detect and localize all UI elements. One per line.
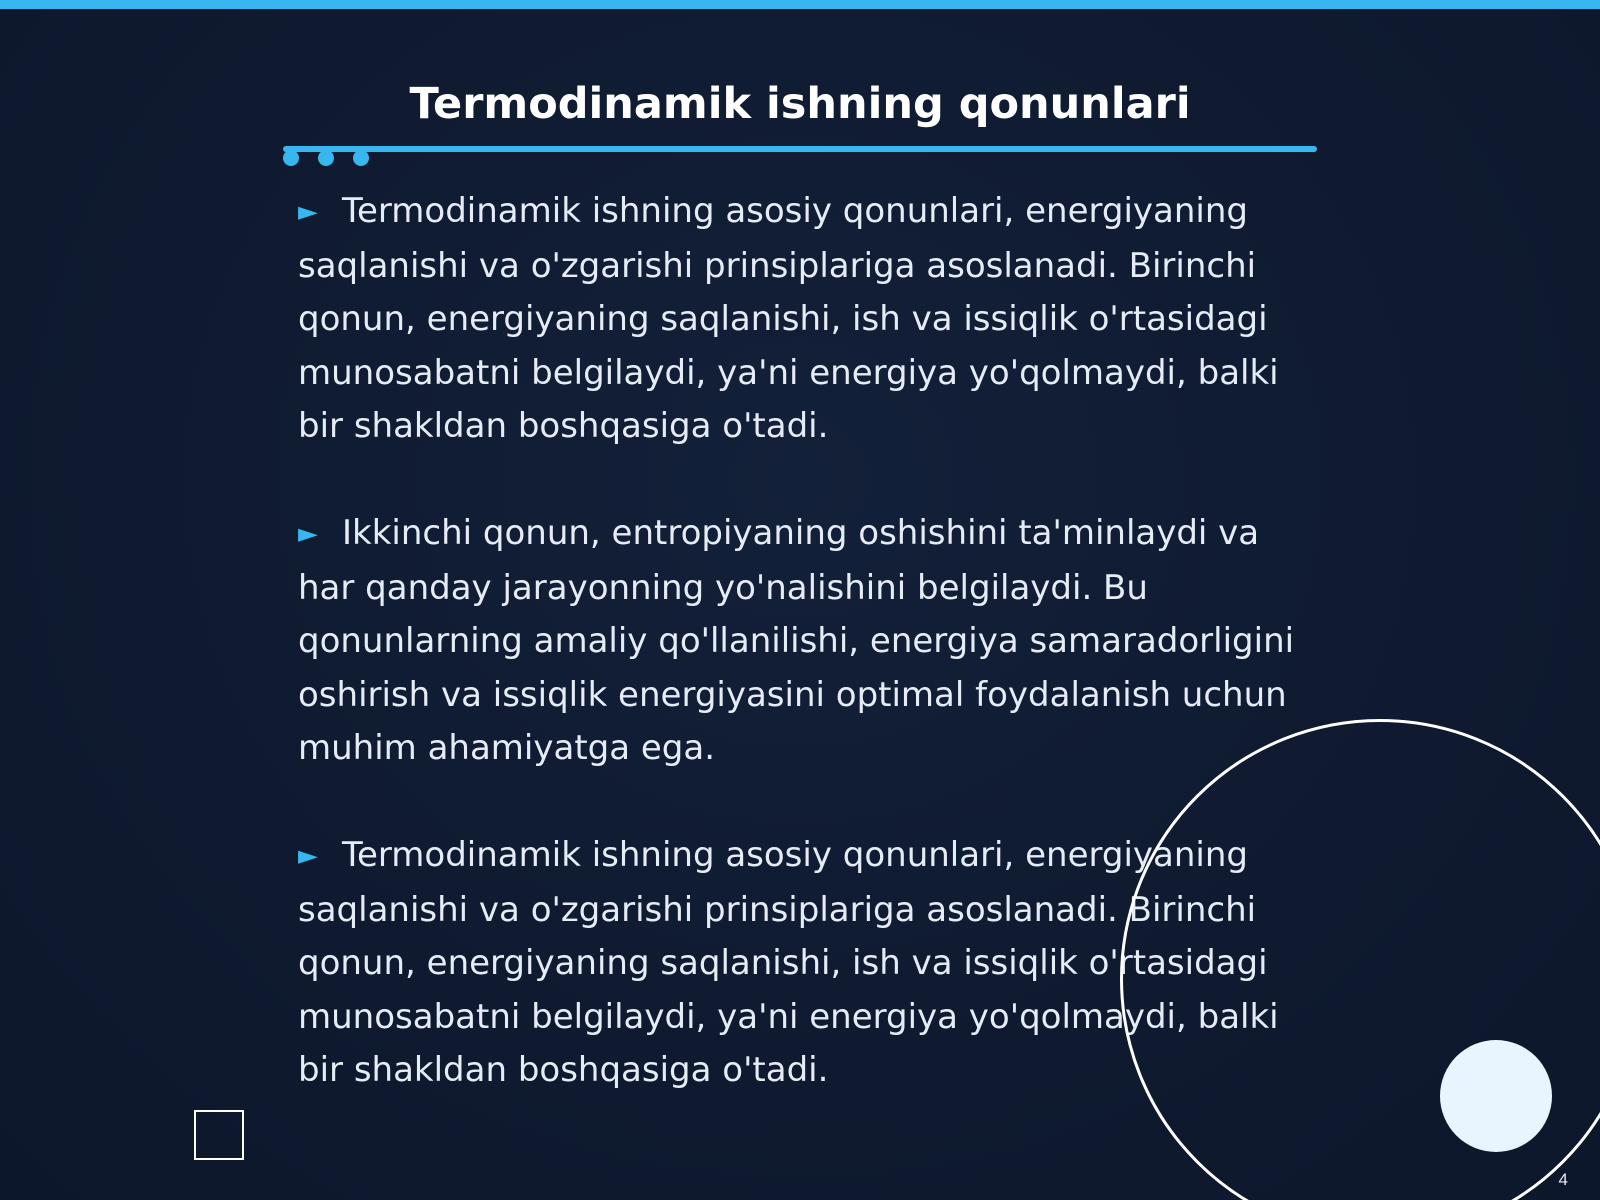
decorative-dot	[318, 150, 334, 166]
decorative-circle-filled	[1440, 1040, 1552, 1152]
slide-title: Termodinamik ishning qonunlari	[409, 79, 1191, 129]
title-underline	[283, 146, 1317, 152]
bullet-text: Ikkinchi qonun, entropiyaning oshishini ta'minlaydi va har qanday jarayonning yo'nalishini belgilaydi. Bu qonunlarning amaliy qo'llanilishi, energiya samaradorligini oshirish va issiqlik energiyasini optimal foydalanish uchun muhim ahamiyatga ega.	[298, 513, 1295, 768]
triangle-bullet-icon: ►	[298, 519, 318, 549]
page-number: 4	[1558, 1170, 1568, 1189]
bullet-item	[298, 507, 1308, 776]
bullet-text: Termodinamik ishning asosiy qonunlari, energiyaning saqlanishi va o'zgarishi prinsiplariga asoslanadi. Birinchi qonun, energiyaning saqlanishi, ish va issiqlik o'rtasidagi munosabatni belgilaydi, ya'ni energiya yo'qolmaydi, balki bir shakldan boshqasiga o'tadi.	[298, 191, 1279, 446]
decorative-dot	[353, 150, 369, 166]
top-accent-bar	[0, 0, 1600, 9]
triangle-bullet-icon: ►	[298, 197, 318, 227]
triangle-bullet-icon: ►	[298, 841, 318, 871]
decorative-square-outline	[194, 1110, 244, 1160]
decorative-dot	[283, 150, 299, 166]
bullet-item	[298, 185, 1308, 454]
bullet-text: Termodinamik ishning asosiy qonunlari, energiyaning saqlanishi va o'zgarishi prinsiplariga asoslanadi. Birinchi qonun, energiyaning saqlanishi, ish va issiqlik o'rtasidagi munosabatni belgilaydi, ya'ni energiya yo'qolmaydi, balki bir shakldan boshqasiga o'tadi.	[298, 835, 1279, 1090]
